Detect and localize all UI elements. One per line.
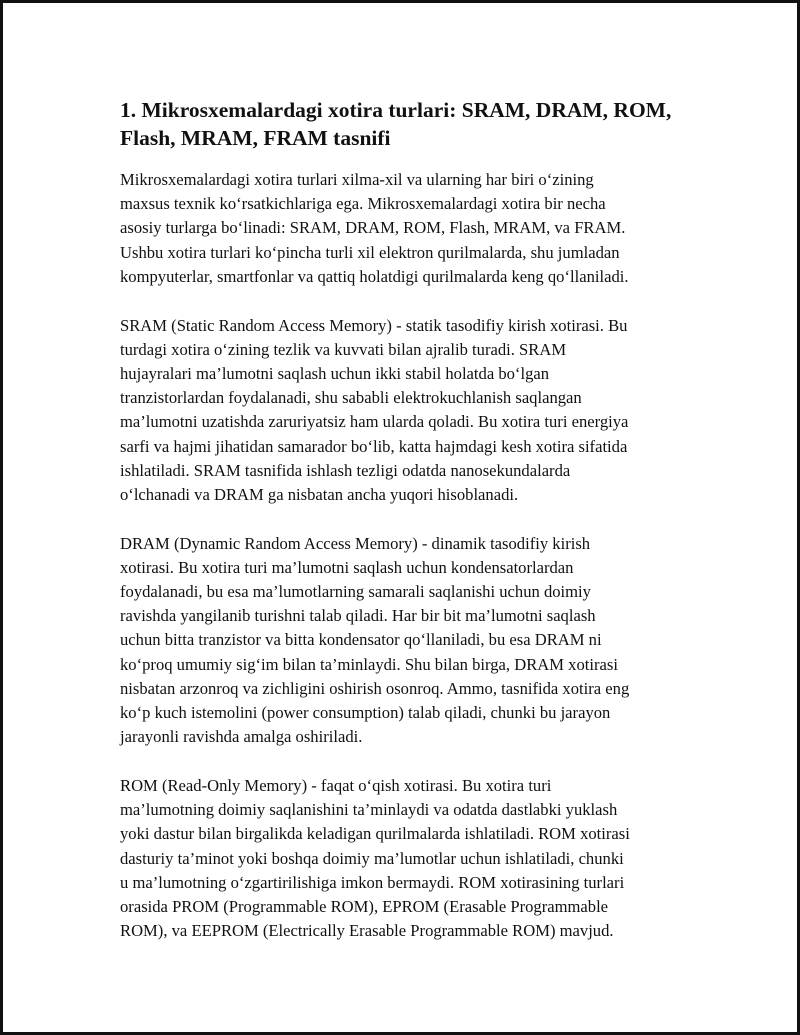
paragraph-line: Mikrosxemalardagi xotira turlari xilma-xil va ularning har biri o‘zining — [120, 170, 594, 189]
paragraph-line: maxsus texnik ko‘rsatkichlariga ega. Mikrosxemalardagi xotira bir necha — [120, 194, 606, 214]
paragraph-line: dasturiy ta’minot yoki boshqa doimiy ma’lumotlar uchun ishlatiladi, chunki — [120, 848, 624, 868]
paragraph-line: yoki dastur bilan birgalikda keladigan qurilmalarda ishlatiladi. ROM xotirasi — [120, 824, 630, 844]
paragraph-list — [120, 168, 680, 943]
paragraph-line: sarfi va hajmi jihatidan samarador bo‘lib, katta hajmdagi kesh xotira sifatida — [120, 436, 628, 456]
paragraph-line: ROM), va EEPROM (Electrically Erasable Programmable ROM) mavjud. — [120, 921, 614, 941]
paragraph-line: asosiy turlarga bo‘linadi: SRAM, DRAM, ROM, Flash, MRAM, va FRAM. — [120, 218, 626, 238]
paragraph-line: ma’lumotni uzatishda zaruriyatsiz ham ularda qoladi. Bu xotira turi energiya — [120, 412, 629, 432]
paragraph-line: ravishda yangilanib turishni talab qiladi. Har bir bit ma’lumotni saqlash — [120, 606, 596, 626]
paragraph-line: ishlatiladi. SRAM tasnifida ishlash tezligi odatda nanosekundalarda — [120, 460, 571, 480]
paragraph-line: SRAM (Static Random Access Memory) - statik tasodifiy kirish xotirasi. Bu — [120, 315, 628, 335]
paragraph-line: nisbatan arzonroq va zichligini oshirish osonroq. Ammo, tasnifida xotira eng — [120, 678, 630, 698]
heading-line: 1. Mikrosxemalardagi xotira turlari: SRAM, DRAM, ROM, — [120, 98, 672, 122]
paragraph — [120, 314, 680, 508]
paragraph-line: ko‘p kuch istemolini (power consumption) talab qiladi, chunki bu jarayon — [120, 703, 611, 723]
paragraph-line: orasida PROM (Programmable ROM), EPROM (Erasable Programmable — [120, 896, 609, 916]
paragraph-line: DRAM (Dynamic Random Access Memory) - dinamik tasodifiy kirish — [120, 533, 591, 553]
paragraph-line: turdagi xotira o‘zining tezlik va kuvvati bilan ajralib turadi. SRAM — [120, 339, 567, 359]
paragraph-line: u ma’lumotning o‘zgartirilishiga imkon bermaydi. ROM xotirasining turlari — [120, 872, 625, 892]
paragraph-line: ko‘proq umumiy sig‘im bilan ta’minlaydi. Shu bilan birga, DRAM xotirasi — [120, 654, 618, 674]
paragraph-line: tranzistorlardan foydalanadi, shu sababli elektrokuchlanish saqlangan — [120, 388, 582, 408]
paragraph-line: jarayonli ravishda amalga oshiriladi. — [120, 727, 363, 747]
paragraph-line: xotirasi. Bu xotira turi ma’lumotni saqlash uchun kondensatorlardan — [120, 557, 574, 577]
paragraph — [120, 532, 680, 750]
heading-line: Flash, MRAM, FRAM tasnifi — [120, 126, 391, 150]
paragraph-line: ma’lumotning doimiy saqlanishini ta’minlaydi va odatda dastlabki yuklash — [120, 800, 618, 820]
paragraph — [120, 168, 680, 289]
paragraph-line: o‘lchanadi va DRAM ga nisbatan ancha yuqori hisoblanadi. — [120, 484, 519, 504]
paragraph-line: hujayralari ma’lumotni saqlash uchun ikki stabil holatda bo‘lgan — [120, 363, 550, 383]
section-heading — [120, 96, 680, 152]
paragraph-line: ROM (Read-Only Memory) - faqat o‘qish xotirasi. Bu xotira turi — [120, 775, 552, 795]
paragraph-line: foydalanadi, bu esa ma’lumotlarning samarali saqlanishi uchun doimiy — [120, 582, 591, 602]
paragraph-line: Ushbu xotira turlari ko‘pincha turli xil elektron qurilmalarda, shu jumladan — [120, 242, 620, 262]
paragraph-line: uchun bitta tranzistor va bitta kondensator qo‘llaniladi, bu esa DRAM ni — [120, 630, 602, 650]
paragraph — [120, 774, 680, 943]
document-body — [120, 96, 680, 968]
paragraph-line: kompyuterlar, smartfonlar va qattiq holatdigi qurilmalarda keng qo‘llaniladi. — [120, 266, 629, 286]
